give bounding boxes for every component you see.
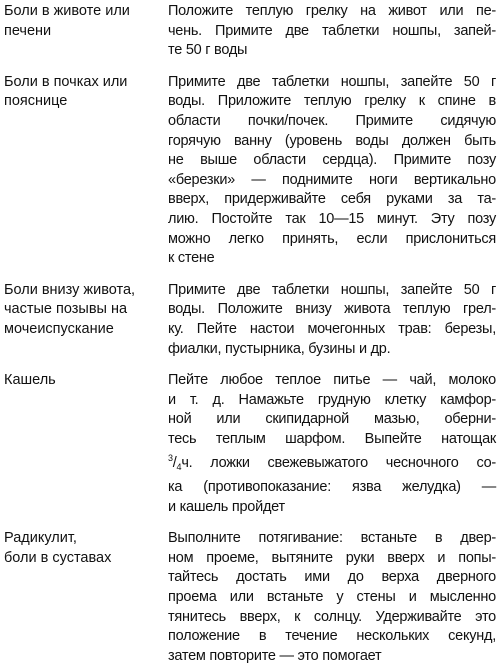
- remedy-cell: Выполните потягивание: встаньте в двер- ном проеме, вытяните руки вверх и попы- тайтесь достать ими до верха дверного проема или встаньте у стены и мысленно тянитесь вверх, к солнцу. Удерживайте это положение в течение нескольких секунд, затем повторите — это помогает: [168, 530, 496, 664]
- remedy-cell: Примите две таблетки ношпы, запейте 50 г воды. Положите внизу живота теплую грел- ку. Пейте настои мочегонных трав: березы, фиалки, пустырника, бузины и др.: [168, 281, 496, 357]
- remedy-cell: Примите две таблетки ношпы, запейте 50 г воды. Приложите теплую грелку к спине в области почки/почек. Примите сидячую горячую ванну (уровень воды должен быть не выше области сердца). Примите позу «березки» — поднимите ноги вертикально вверх, придерживайте себя руками за та- лию. Постойте так 10—15 минут. Эту позу можно легко принять, если прислониться к стене: [168, 73, 496, 267]
- symptom-cell: Боли внизу живота, частые позывы на мочеиспускание: [4, 281, 136, 337]
- symptom-cell: Боли в животе или печени: [4, 3, 130, 39]
- symptom-cell: Боли в почках или пояснице: [4, 73, 128, 110]
- symptom-remedy-table: [4, 2, 496, 666]
- fraction-line: $^3/_4ч$. ложки свежевыжатого чесночного со-: [168, 453, 496, 473]
- table-row: [4, 2, 496, 61]
- table-row: [4, 281, 496, 359]
- remedy-cell: Пейте любое теплое питье — чай, молоко и т. д. Намажьте грудную клетку камфор- ной или скипидарной мазью, оберни- тесь теплым шарфом. Выпейте натощак $^3/_4ч$. ложки свежевыжатого чесночного со- ка (противопоказание: язва желудка) — и кашель пройдет: [168, 372, 496, 515]
- table-row: [4, 529, 496, 666]
- fraction-three-quarters: $^3/_4$: [168, 453, 182, 473]
- symptom-cell: Радикулит, боли в суставах: [4, 530, 112, 566]
- remedy-cell: Положите теплую грелку на живот или пе- чень. Примите две таблетки ношпы, запей- те 50 г воды: [168, 3, 496, 59]
- symptom-cell: Кашель: [4, 372, 56, 389]
- table-row: [4, 371, 496, 517]
- table-row: [4, 73, 496, 269]
